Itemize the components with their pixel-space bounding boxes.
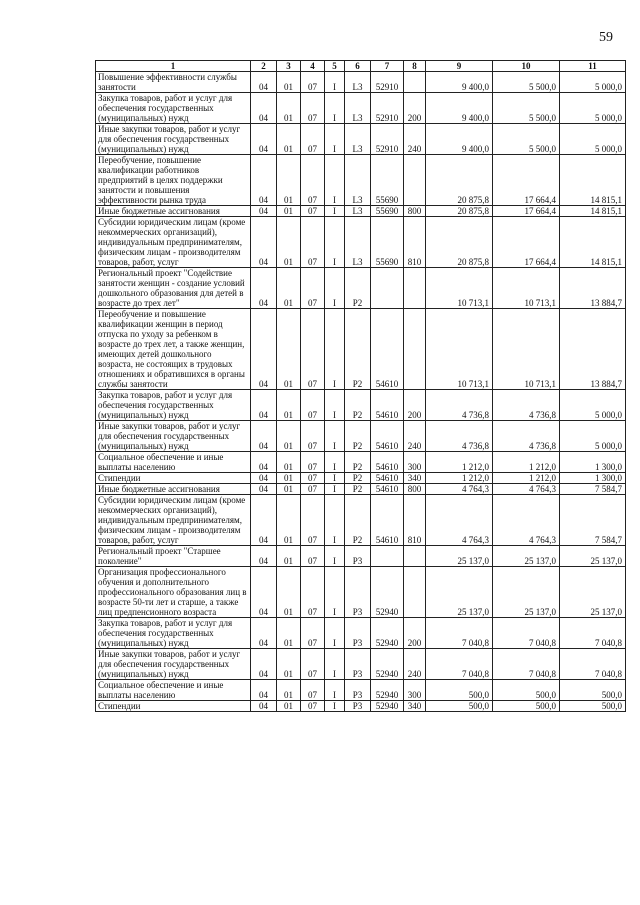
row-cell-c10: 17 664,4 bbox=[493, 206, 560, 217]
row-cell-c2: 04 bbox=[251, 473, 277, 484]
row-cell-c8 bbox=[404, 155, 426, 206]
table-row bbox=[96, 93, 626, 124]
row-cell-c2: 04 bbox=[251, 309, 277, 390]
row-cell-c4: 07 bbox=[301, 206, 325, 217]
row-cell-c7: 54610 bbox=[371, 484, 404, 495]
row-cell-c5: I bbox=[325, 473, 345, 484]
row-cell-c4: 07 bbox=[301, 155, 325, 206]
row-cell-c6: P2 bbox=[345, 421, 371, 452]
row-name-cell: Закупка товаров, работ и услуг для обеспечения государственных (муниципальных) нужд bbox=[96, 618, 251, 649]
row-cell-c8: 240 bbox=[404, 649, 426, 680]
col-header: 8 bbox=[404, 61, 426, 72]
row-cell-c3: 01 bbox=[277, 680, 301, 701]
row-cell-c10: 4 764,3 bbox=[493, 495, 560, 546]
row-cell-c6: L3 bbox=[345, 72, 371, 93]
row-cell-c7: 55690 bbox=[371, 155, 404, 206]
row-cell-c5: I bbox=[325, 93, 345, 124]
row-cell-c11: 1 300,0 bbox=[560, 473, 626, 484]
row-cell-c6: L3 bbox=[345, 93, 371, 124]
row-cell-c2: 04 bbox=[251, 72, 277, 93]
row-cell-c5: I bbox=[325, 484, 345, 495]
row-cell-c9: 10 713,1 bbox=[426, 309, 493, 390]
row-cell-c7: 52940 bbox=[371, 618, 404, 649]
row-cell-c10: 1 212,0 bbox=[493, 473, 560, 484]
row-cell-c3: 01 bbox=[277, 546, 301, 567]
row-cell-c10: 4 764,3 bbox=[493, 484, 560, 495]
row-cell-c6: P3 bbox=[345, 567, 371, 618]
row-cell-c4: 07 bbox=[301, 72, 325, 93]
row-cell-c4: 07 bbox=[301, 217, 325, 268]
row-cell-c5: I bbox=[325, 72, 345, 93]
row-cell-c7: 52940 bbox=[371, 649, 404, 680]
row-cell-c6: P2 bbox=[345, 390, 371, 421]
row-cell-c10: 5 500,0 bbox=[493, 93, 560, 124]
row-cell-c6: L3 bbox=[345, 124, 371, 155]
row-cell-c9: 9 400,0 bbox=[426, 72, 493, 93]
row-cell-c6: P3 bbox=[345, 618, 371, 649]
row-cell-c7: 54610 bbox=[371, 390, 404, 421]
row-cell-c9: 1 212,0 bbox=[426, 473, 493, 484]
row-name-cell: Стипендии bbox=[96, 473, 251, 484]
row-cell-c3: 01 bbox=[277, 155, 301, 206]
table-row bbox=[96, 124, 626, 155]
table-row bbox=[96, 217, 626, 268]
row-cell-c2: 04 bbox=[251, 124, 277, 155]
row-cell-c9: 9 400,0 bbox=[426, 93, 493, 124]
table-row bbox=[96, 421, 626, 452]
table-row bbox=[96, 567, 626, 618]
row-cell-c5: I bbox=[325, 421, 345, 452]
row-name-cell: Закупка товаров, работ и услуг для обеспечения государственных (муниципальных) нужд bbox=[96, 93, 251, 124]
row-cell-c8 bbox=[404, 546, 426, 567]
row-cell-c9: 20 875,8 bbox=[426, 217, 493, 268]
row-cell-c3: 01 bbox=[277, 649, 301, 680]
row-cell-c5: I bbox=[325, 309, 345, 390]
row-cell-c8: 240 bbox=[404, 421, 426, 452]
row-cell-c11: 5 000,0 bbox=[560, 390, 626, 421]
row-cell-c4: 07 bbox=[301, 680, 325, 701]
row-cell-c3: 01 bbox=[277, 421, 301, 452]
table-row bbox=[96, 484, 626, 495]
row-cell-c5: I bbox=[325, 618, 345, 649]
row-cell-c11: 5 000,0 bbox=[560, 93, 626, 124]
table-row bbox=[96, 473, 626, 484]
row-cell-c7: 52910 bbox=[371, 124, 404, 155]
row-cell-c9: 20 875,8 bbox=[426, 155, 493, 206]
row-cell-c10: 500,0 bbox=[493, 680, 560, 701]
col-header: 6 bbox=[345, 61, 371, 72]
row-name-cell: Организация профессионального обучения и дополнительного профессионального образования лиц в возрасте 50-ти лет и старше, а также лиц предпенсионного возраста bbox=[96, 567, 251, 618]
table-row bbox=[96, 618, 626, 649]
row-cell-c10: 25 137,0 bbox=[493, 567, 560, 618]
row-cell-c3: 01 bbox=[277, 390, 301, 421]
row-cell-c11: 5 000,0 bbox=[560, 124, 626, 155]
row-cell-c10: 17 664,4 bbox=[493, 217, 560, 268]
page-number: 59 bbox=[599, 30, 613, 45]
table-row bbox=[96, 701, 626, 712]
row-cell-c7: 55690 bbox=[371, 217, 404, 268]
row-cell-c2: 04 bbox=[251, 421, 277, 452]
row-cell-c11: 14 815,1 bbox=[560, 206, 626, 217]
row-cell-c2: 04 bbox=[251, 618, 277, 649]
row-name-cell: Социальное обеспечение и иные выплаты населению bbox=[96, 680, 251, 701]
table-row bbox=[96, 309, 626, 390]
table-row bbox=[96, 268, 626, 309]
row-cell-c8: 810 bbox=[404, 217, 426, 268]
row-cell-c11: 1 300,0 bbox=[560, 452, 626, 473]
row-cell-c11: 13 884,7 bbox=[560, 268, 626, 309]
row-name-cell: Переобучение и повышение квалификации женщин в период отпуска по уходу за ребенком в возрасте до трех лет, а также женщин, имеющих детей дошкольного возраста, не состоящих в трудовых отношениях и обратившихся в органы службы занятости bbox=[96, 309, 251, 390]
row-cell-c5: I bbox=[325, 452, 345, 473]
row-cell-c7: 52940 bbox=[371, 680, 404, 701]
row-cell-c9: 10 713,1 bbox=[426, 268, 493, 309]
row-cell-c2: 04 bbox=[251, 701, 277, 712]
row-cell-c5: I bbox=[325, 268, 345, 309]
col-header: 5 bbox=[325, 61, 345, 72]
row-cell-c6: P3 bbox=[345, 649, 371, 680]
row-cell-c6: P2 bbox=[345, 268, 371, 309]
row-cell-c2: 04 bbox=[251, 206, 277, 217]
row-cell-c4: 07 bbox=[301, 309, 325, 390]
row-cell-c8: 200 bbox=[404, 618, 426, 649]
table-row bbox=[96, 452, 626, 473]
row-cell-c9: 1 212,0 bbox=[426, 452, 493, 473]
row-cell-c9: 20 875,8 bbox=[426, 206, 493, 217]
row-cell-c7: 52910 bbox=[371, 72, 404, 93]
row-cell-c2: 04 bbox=[251, 217, 277, 268]
row-cell-c7: 52940 bbox=[371, 567, 404, 618]
row-cell-c11: 500,0 bbox=[560, 701, 626, 712]
row-cell-c7: 52910 bbox=[371, 93, 404, 124]
row-cell-c9: 9 400,0 bbox=[426, 124, 493, 155]
row-cell-c10: 7 040,8 bbox=[493, 649, 560, 680]
col-header: 3 bbox=[277, 61, 301, 72]
table-row bbox=[96, 680, 626, 701]
row-name-cell: Закупка товаров, работ и услуг для обеспечения государственных (муниципальных) нужд bbox=[96, 390, 251, 421]
col-header: 1 bbox=[96, 61, 251, 72]
table-row bbox=[96, 495, 626, 546]
row-cell-c4: 07 bbox=[301, 452, 325, 473]
row-cell-c4: 07 bbox=[301, 268, 325, 309]
row-name-cell: Социальное обеспечение и иные выплаты населению bbox=[96, 452, 251, 473]
row-cell-c10: 17 664,4 bbox=[493, 155, 560, 206]
row-cell-c10: 25 137,0 bbox=[493, 546, 560, 567]
row-name-cell: Переобучение, повышение квалификации работников предприятий в целях поддержки занятости и повышения эффективности рынка труда bbox=[96, 155, 251, 206]
row-cell-c5: I bbox=[325, 495, 345, 546]
row-cell-c4: 07 bbox=[301, 124, 325, 155]
row-cell-c8: 200 bbox=[404, 93, 426, 124]
row-cell-c11: 5 000,0 bbox=[560, 421, 626, 452]
row-cell-c6: L3 bbox=[345, 155, 371, 206]
row-cell-c5: I bbox=[325, 567, 345, 618]
col-header: 4 bbox=[301, 61, 325, 72]
row-cell-c2: 04 bbox=[251, 390, 277, 421]
row-cell-c2: 04 bbox=[251, 649, 277, 680]
row-cell-c11: 25 137,0 bbox=[560, 567, 626, 618]
table-body bbox=[96, 72, 626, 712]
row-cell-c11: 14 815,1 bbox=[560, 155, 626, 206]
row-cell-c4: 07 bbox=[301, 390, 325, 421]
row-cell-c3: 01 bbox=[277, 452, 301, 473]
row-cell-c7: 54610 bbox=[371, 473, 404, 484]
row-cell-c3: 01 bbox=[277, 309, 301, 390]
row-cell-c6: P3 bbox=[345, 701, 371, 712]
row-cell-c9: 4 764,3 bbox=[426, 495, 493, 546]
row-cell-c2: 04 bbox=[251, 680, 277, 701]
row-cell-c8: 810 bbox=[404, 495, 426, 546]
row-cell-c4: 07 bbox=[301, 484, 325, 495]
row-cell-c3: 01 bbox=[277, 567, 301, 618]
row-cell-c10: 7 040,8 bbox=[493, 618, 560, 649]
row-cell-c7: 54610 bbox=[371, 452, 404, 473]
row-cell-c10: 500,0 bbox=[493, 701, 560, 712]
row-cell-c8 bbox=[404, 72, 426, 93]
row-cell-c2: 04 bbox=[251, 452, 277, 473]
row-cell-c7 bbox=[371, 268, 404, 309]
row-cell-c3: 01 bbox=[277, 618, 301, 649]
row-name-cell: Иные бюджетные ассигнования bbox=[96, 206, 251, 217]
row-name-cell: Субсидии юридическим лицам (кроме некоммерческих организаций), индивидуальным предпринимателям, физическим лицам - производителям товаров, работ, услуг bbox=[96, 495, 251, 546]
row-cell-c3: 01 bbox=[277, 473, 301, 484]
row-cell-c3: 01 bbox=[277, 72, 301, 93]
table-row bbox=[96, 649, 626, 680]
row-cell-c9: 4 764,3 bbox=[426, 484, 493, 495]
row-cell-c5: I bbox=[325, 206, 345, 217]
row-cell-c5: I bbox=[325, 217, 345, 268]
row-cell-c7: 54610 bbox=[371, 309, 404, 390]
row-cell-c7 bbox=[371, 546, 404, 567]
row-cell-c8 bbox=[404, 567, 426, 618]
row-cell-c8: 340 bbox=[404, 473, 426, 484]
row-cell-c4: 07 bbox=[301, 473, 325, 484]
row-cell-c11: 7 584,7 bbox=[560, 495, 626, 546]
row-cell-c6: P2 bbox=[345, 309, 371, 390]
table-row bbox=[96, 390, 626, 421]
col-header: 9 bbox=[426, 61, 493, 72]
row-name-cell: Стипендии bbox=[96, 701, 251, 712]
row-cell-c3: 01 bbox=[277, 206, 301, 217]
row-cell-c9: 4 736,8 bbox=[426, 390, 493, 421]
row-cell-c9: 25 137,0 bbox=[426, 546, 493, 567]
row-cell-c8: 300 bbox=[404, 680, 426, 701]
row-cell-c5: I bbox=[325, 649, 345, 680]
row-cell-c5: I bbox=[325, 390, 345, 421]
row-cell-c8: 300 bbox=[404, 452, 426, 473]
row-cell-c2: 04 bbox=[251, 567, 277, 618]
row-cell-c5: I bbox=[325, 680, 345, 701]
row-name-cell: Иные закупки товаров, работ и услуг для обеспечения государственных (муниципальных) нужд bbox=[96, 421, 251, 452]
row-cell-c7: 52940 bbox=[371, 701, 404, 712]
row-cell-c11: 7 584,7 bbox=[560, 484, 626, 495]
row-cell-c2: 04 bbox=[251, 495, 277, 546]
row-cell-c7: 54610 bbox=[371, 421, 404, 452]
row-cell-c5: I bbox=[325, 155, 345, 206]
col-header: 7 bbox=[371, 61, 404, 72]
row-cell-c4: 07 bbox=[301, 421, 325, 452]
row-name-cell: Иные бюджетные ассигнования bbox=[96, 484, 251, 495]
row-cell-c11: 500,0 bbox=[560, 680, 626, 701]
row-cell-c6: P2 bbox=[345, 473, 371, 484]
row-cell-c2: 04 bbox=[251, 268, 277, 309]
row-cell-c9: 25 137,0 bbox=[426, 567, 493, 618]
row-cell-c8: 800 bbox=[404, 484, 426, 495]
header-row bbox=[96, 61, 626, 72]
row-cell-c11: 25 137,0 bbox=[560, 546, 626, 567]
row-cell-c11: 7 040,8 bbox=[560, 649, 626, 680]
row-cell-c5: I bbox=[325, 701, 345, 712]
table-row bbox=[96, 155, 626, 206]
row-cell-c7: 55690 bbox=[371, 206, 404, 217]
row-cell-c2: 04 bbox=[251, 546, 277, 567]
row-cell-c3: 01 bbox=[277, 701, 301, 712]
row-cell-c6: P2 bbox=[345, 495, 371, 546]
row-cell-c9: 7 040,8 bbox=[426, 618, 493, 649]
row-cell-c3: 01 bbox=[277, 268, 301, 309]
row-cell-c10: 4 736,8 bbox=[493, 390, 560, 421]
row-name-cell: Иные закупки товаров, работ и услуг для обеспечения государственных (муниципальных) нужд bbox=[96, 649, 251, 680]
row-cell-c8 bbox=[404, 268, 426, 309]
row-cell-c5: I bbox=[325, 124, 345, 155]
row-cell-c4: 07 bbox=[301, 495, 325, 546]
row-cell-c2: 04 bbox=[251, 484, 277, 495]
row-cell-c10: 5 500,0 bbox=[493, 124, 560, 155]
row-cell-c6: L3 bbox=[345, 217, 371, 268]
row-cell-c11: 13 884,7 bbox=[560, 309, 626, 390]
row-cell-c4: 07 bbox=[301, 93, 325, 124]
table-row bbox=[96, 546, 626, 567]
row-cell-c3: 01 bbox=[277, 124, 301, 155]
row-cell-c9: 7 040,8 bbox=[426, 649, 493, 680]
row-cell-c11: 7 040,8 bbox=[560, 618, 626, 649]
row-cell-c2: 04 bbox=[251, 93, 277, 124]
row-name-cell: Региональный проект "Содействие занятости женщин - создание условий дошкольного образования для детей в возрасте до трех лет" bbox=[96, 268, 251, 309]
row-cell-c11: 5 000,0 bbox=[560, 72, 626, 93]
row-cell-c5: I bbox=[325, 546, 345, 567]
row-cell-c8: 200 bbox=[404, 390, 426, 421]
row-name-cell: Иные закупки товаров, работ и услуг для обеспечения государственных (муниципальных) нужд bbox=[96, 124, 251, 155]
row-name-cell: Субсидии юридическим лицам (кроме некоммерческих организаций), индивидуальным предпринимателям, физическим лицам - производителям товаров, работ, услуг bbox=[96, 217, 251, 268]
row-cell-c4: 07 bbox=[301, 701, 325, 712]
row-cell-c3: 01 bbox=[277, 484, 301, 495]
row-cell-c6: P3 bbox=[345, 546, 371, 567]
row-cell-c4: 07 bbox=[301, 618, 325, 649]
row-cell-c10: 5 500,0 bbox=[493, 72, 560, 93]
row-cell-c9: 500,0 bbox=[426, 680, 493, 701]
row-cell-c6: P3 bbox=[345, 680, 371, 701]
row-cell-c9: 4 736,8 bbox=[426, 421, 493, 452]
row-cell-c9: 500,0 bbox=[426, 701, 493, 712]
row-cell-c2: 04 bbox=[251, 155, 277, 206]
row-cell-c4: 07 bbox=[301, 649, 325, 680]
row-cell-c8 bbox=[404, 309, 426, 390]
row-cell-c8: 340 bbox=[404, 701, 426, 712]
row-cell-c3: 01 bbox=[277, 495, 301, 546]
col-header: 2 bbox=[251, 61, 277, 72]
row-cell-c7: 54610 bbox=[371, 495, 404, 546]
row-cell-c4: 07 bbox=[301, 567, 325, 618]
row-cell-c10: 1 212,0 bbox=[493, 452, 560, 473]
col-header: 10 bbox=[493, 61, 560, 72]
row-cell-c10: 4 736,8 bbox=[493, 421, 560, 452]
row-cell-c8: 240 bbox=[404, 124, 426, 155]
row-name-cell: Региональный проект "Старшее поколение" bbox=[96, 546, 251, 567]
col-header: 11 bbox=[560, 61, 626, 72]
row-cell-c6: P2 bbox=[345, 452, 371, 473]
budget-table bbox=[95, 60, 626, 712]
table-row bbox=[96, 206, 626, 217]
row-cell-c10: 10 713,1 bbox=[493, 268, 560, 309]
row-cell-c11: 14 815,1 bbox=[560, 217, 626, 268]
row-cell-c3: 01 bbox=[277, 93, 301, 124]
row-cell-c8: 800 bbox=[404, 206, 426, 217]
row-cell-c10: 10 713,1 bbox=[493, 309, 560, 390]
row-cell-c4: 07 bbox=[301, 546, 325, 567]
row-name-cell: Повышение эффективности службы занятости bbox=[96, 72, 251, 93]
row-cell-c6: P2 bbox=[345, 484, 371, 495]
table-row bbox=[96, 72, 626, 93]
row-cell-c6: L3 bbox=[345, 206, 371, 217]
row-cell-c3: 01 bbox=[277, 217, 301, 268]
